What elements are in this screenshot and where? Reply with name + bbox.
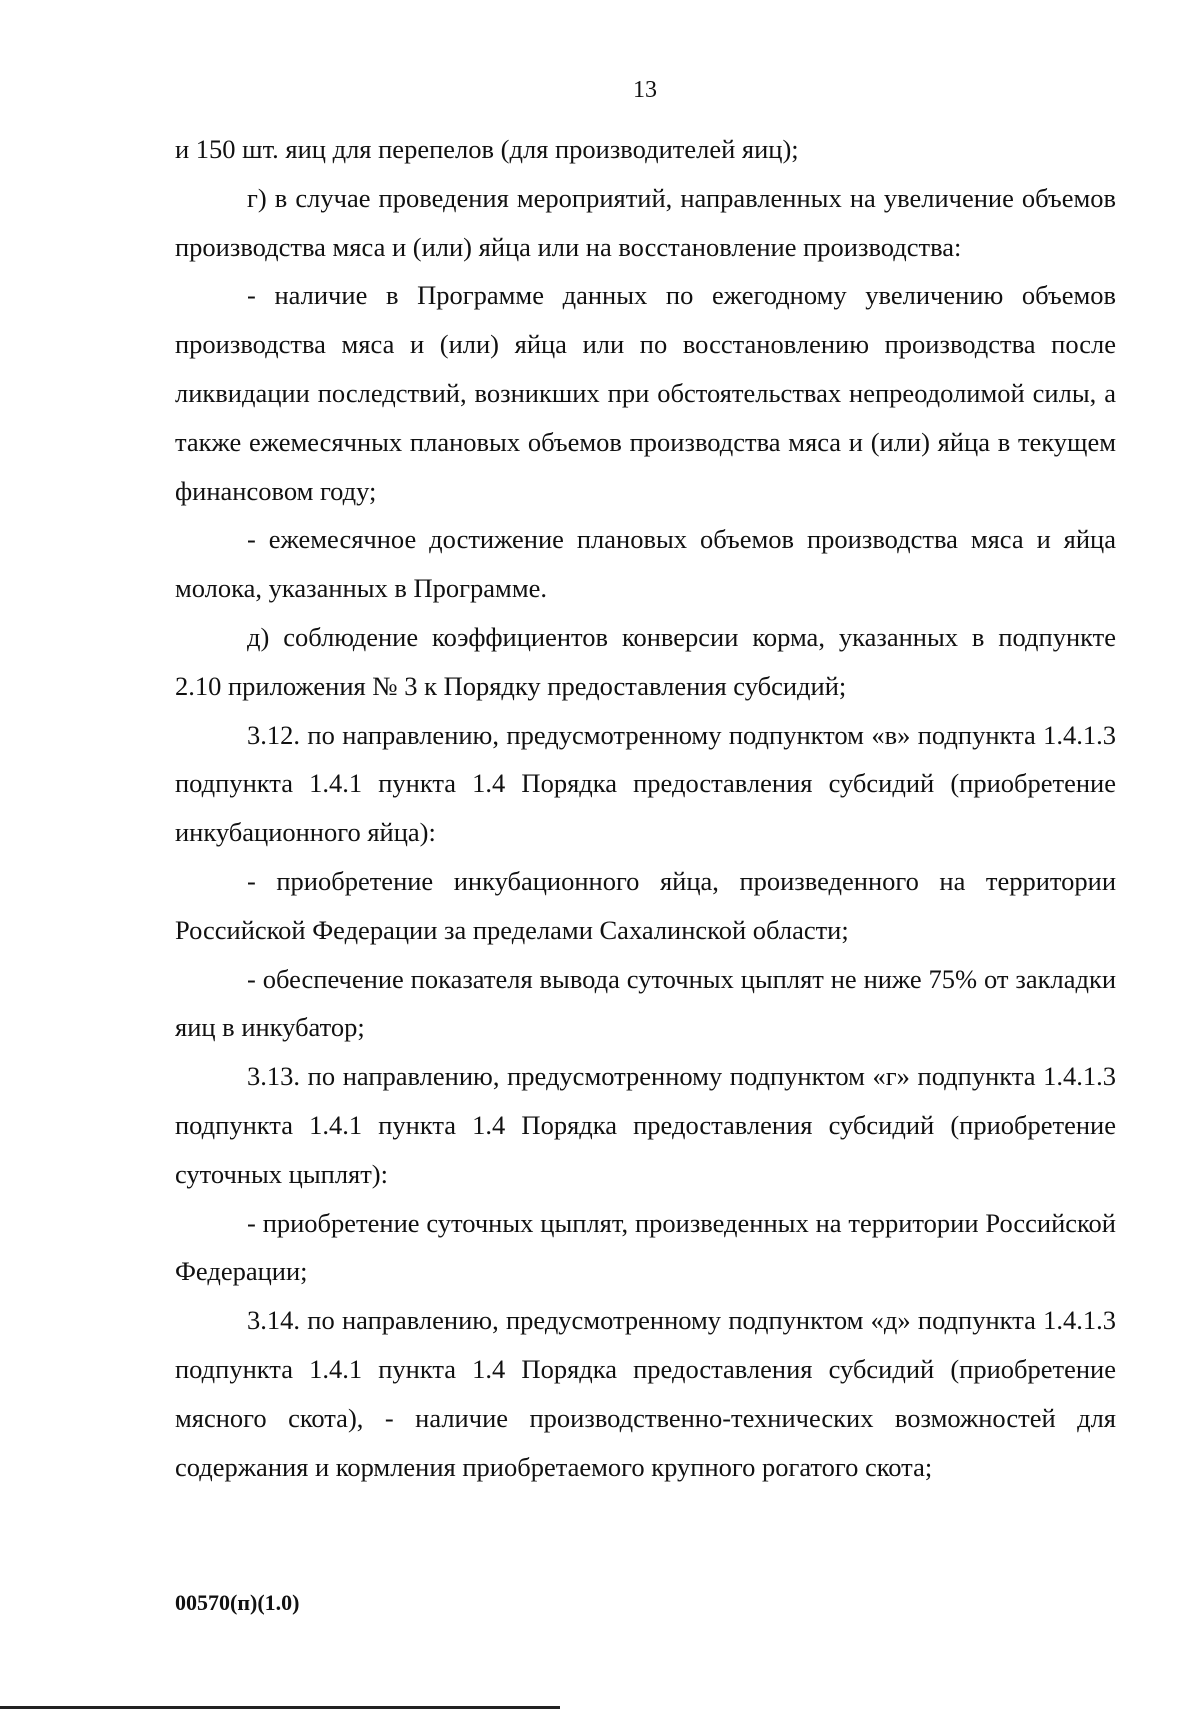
paragraph-5: д) соблюдение коэффициентов конверсии корма, указанных в подпункте 2.10 приложения № 3 к Порядку предоставления субсидий; (175, 621, 1116, 701)
paragraph-2: г) в случае проведения мероприятий, направленных на увеличение объемов производства мяса и (или) яйца или на восстановление производства: (175, 182, 1116, 262)
paragraph-1: и 150 шт. яиц для перепелов (для производителей яиц); (175, 134, 799, 164)
paragraph-6: 3.12. по направлению, предусмотренному подпунктом «в» подпункта 1.4.1.3 подпункта 1.4.1 пункта 1.4 Порядка предоставления субсидий (приобретение инкубационного яйца): (175, 719, 1116, 848)
page-number: 13 (633, 77, 657, 103)
paragraph-11: 3.14. по направлению, предусмотренному подпунктом «д» подпункта 1.4.1.3 подпункта 1.4.1 пункта 1.4 Порядка предоставления субсидий (приобретение мясного скота), - наличие производственно-технических возможностей для содержания и кормления приобретаемого крупного рогатого скота; (175, 1305, 1116, 1482)
paragraph-10: - приобретение суточных цыплят, произведенных на территории Российской Федерации; (175, 1207, 1116, 1287)
paragraph-4: - ежемесячное достижение плановых объемов производства мяса и яйца молока, указанных в Программе. (175, 524, 1116, 604)
paragraph-7: - приобретение инкубационного яйца, произведенного на территории Российской Федерации за пределами Сахалинской области; (175, 865, 1116, 945)
document-code: 00570(п)(1.0) (175, 1590, 300, 1615)
paragraph-8: - обеспечение показателя вывода суточных цыплят не ниже 75% от закладки яиц в инкубатор; (175, 963, 1116, 1043)
paragraph-3: - наличие в Программе данных по ежегодному увеличению объемов производства мяса и (или) яйца или по восстановлению производства после ликвидации последствий, возникших при обстоятельствах непреодолимой силы, а также ежемесячных плановых объемов производства мяса и (или) яйца в текущем финансовом году; (175, 280, 1116, 506)
paragraph-9: 3.13. по направлению, предусмотренному подпунктом «г» подпункта 1.4.1.3 подпункта 1.4.1 пункта 1.4 Порядка предоставления субсидий (приобретение суточных цыплят): (175, 1061, 1116, 1189)
bottom-rule (0, 1706, 560, 1709)
document-body (175, 125, 1116, 1491)
